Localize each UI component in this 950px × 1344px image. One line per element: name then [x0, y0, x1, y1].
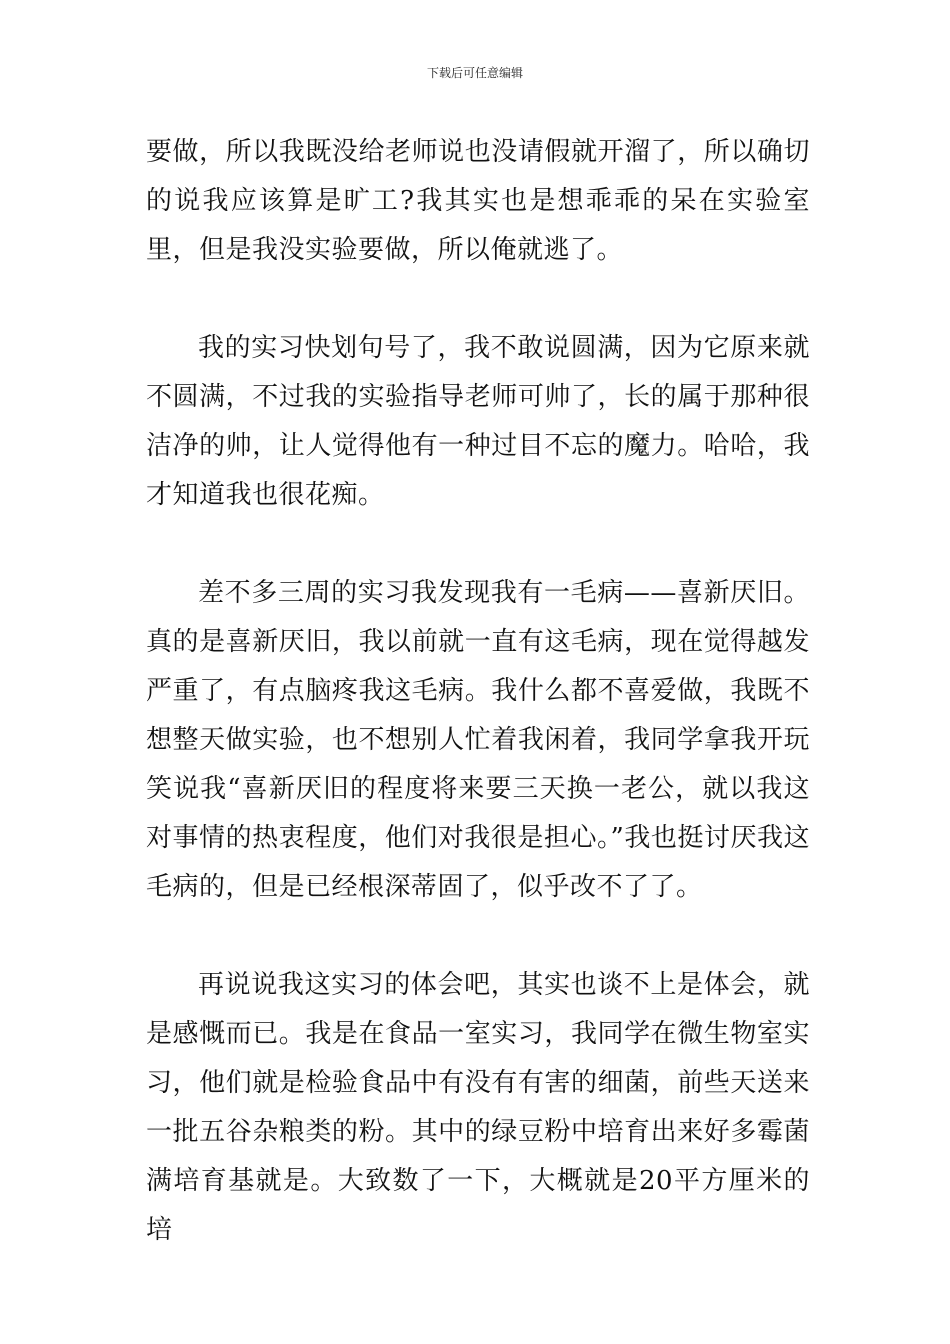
paragraph-continued: 要做，所以我既没给老师说也没请假就开溜了，所以确切的说我应该算是旷工?我其实也是想乖乖的呆在实验室里，但是我没实验要做，所以俺就逃了。 — [146, 137, 810, 265]
paragraph: 差不多三周的实习我发现我有一毛病——喜新厌旧。真的是喜新厌旧，我以前就一直有这毛病，现在觉得越发严重了，有点脑疼我这毛病。我什么都不喜爱做，我既不想整天做实验，也不想别人忙着我闲着，我同学拿我开玩笑说我“喜新厌旧的程度将来要三天换一老公，就以我这对事情的热衷程度，他们对我很是担心。”我也挺讨厌我这毛病的，但是已经根深蒂固了，似乎改不了了。 — [146, 578, 810, 902]
paragraph: 再说说我这实习的体会吧，其实也谈不上是体会，就是感慨而已。我是在食品一室实习，我同学在微生物室实习，他们就是检验食品中有没有有害的细菌，前些天送来一批五谷杂粮类的粉。其中的绿豆粉中培育出来好多霉菌满培育基就是。大致数了一下，大概就是20平方厘米的培 — [146, 970, 810, 1245]
document-body — [146, 128, 810, 1255]
paragraph: 我的实习快划句号了，我不敢说圆满，因为它原来就不圆满，不过我的实验指导老师可帅了，长的属于那种很洁净的帅，让人觉得他有一种过目不忘的魔力。哈哈，我才知道我也很花痴。 — [146, 333, 810, 510]
paragraph-gap — [146, 912, 810, 961]
paragraph-gap — [146, 520, 810, 569]
paragraph-gap — [146, 275, 810, 324]
page-header: 下载后可任意编辑 — [426, 66, 523, 80]
